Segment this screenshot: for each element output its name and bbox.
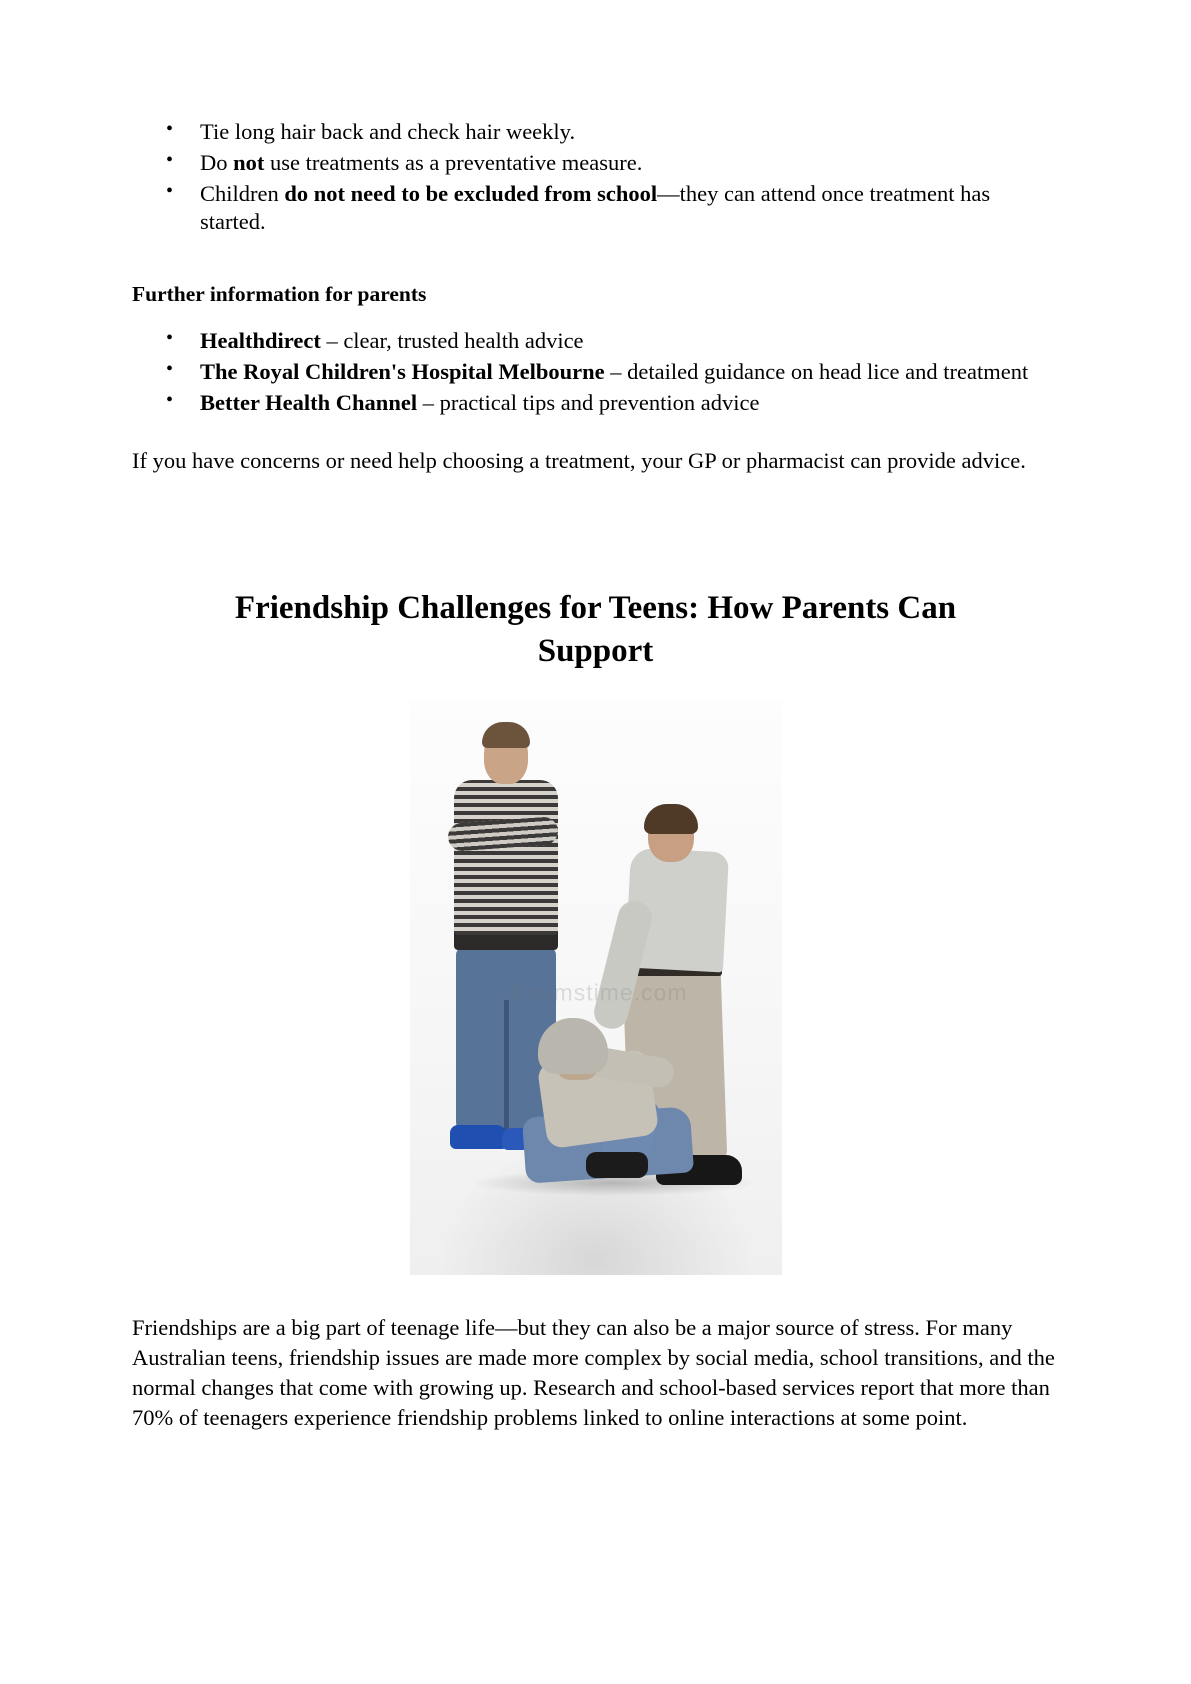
list-item	[132, 149, 1059, 178]
standing-boy-left-leg-split	[504, 1000, 509, 1132]
photo-canvas	[410, 700, 782, 1275]
list-item-text: Tie long hair back and check hair weekly.	[200, 119, 576, 144]
list-item-text: Do	[200, 149, 234, 175]
resource-name: Better Health Channel	[200, 389, 418, 415]
list-item	[132, 389, 1059, 418]
standing-boy-left-torso	[454, 780, 558, 935]
head-lice-tips-list	[132, 118, 1059, 237]
resource-description: – practical tips and prevention advice	[417, 389, 760, 415]
list-item-text-tail: —they can attend once treatment has started.	[200, 180, 991, 235]
resource-name: The Royal Children's Hospital Melbourne	[200, 358, 605, 384]
article-title: Friendship Challenges for Teens: How Parents Can Support	[234, 589, 957, 670]
section-heading-further-information: Further information for parents	[132, 282, 427, 307]
watermark-text: dreamstime.com	[503, 979, 688, 1006]
article-photo	[410, 700, 782, 1275]
list-item	[132, 118, 1059, 147]
standing-boy-left-hair	[482, 722, 530, 748]
seated-boy-hood	[538, 1018, 608, 1074]
list-item	[132, 358, 1059, 387]
list-item	[132, 327, 1059, 356]
list-item	[132, 180, 1059, 238]
resources-list	[132, 327, 1059, 417]
list-item-text-tail: use treatments as a preventative measure.	[264, 149, 643, 175]
list-item-text: Children	[200, 180, 285, 206]
list-item-emphasis: not	[233, 149, 265, 175]
standing-boy-right-hair	[644, 804, 698, 834]
resource-name: Healthdirect	[200, 328, 321, 354]
intro-paragraph: Friendships are a big part of teenage life—but they can also be a major source of stress. For many Australian teens, friendship issues are made more complex by social media, school transitions, and the normal changes that come with growing up. Research and school-based services report that more than 70% of teenagers experience friendship problems linked to online interactions at some point.	[132, 1314, 1055, 1430]
resource-description: – detailed guidance on head lice and treatment	[604, 358, 1029, 384]
list-item-emphasis: do not need to be excluded from school	[284, 180, 658, 206]
seated-boy-shoe	[586, 1152, 648, 1178]
resource-description: – clear, trusted health advice	[320, 328, 584, 354]
closing-paragraph: If you have concerns or need help choosing a treatment, your GP or pharmacist can provide advice.	[132, 447, 1026, 473]
standing-boy-left-shoe-1	[450, 1125, 508, 1149]
